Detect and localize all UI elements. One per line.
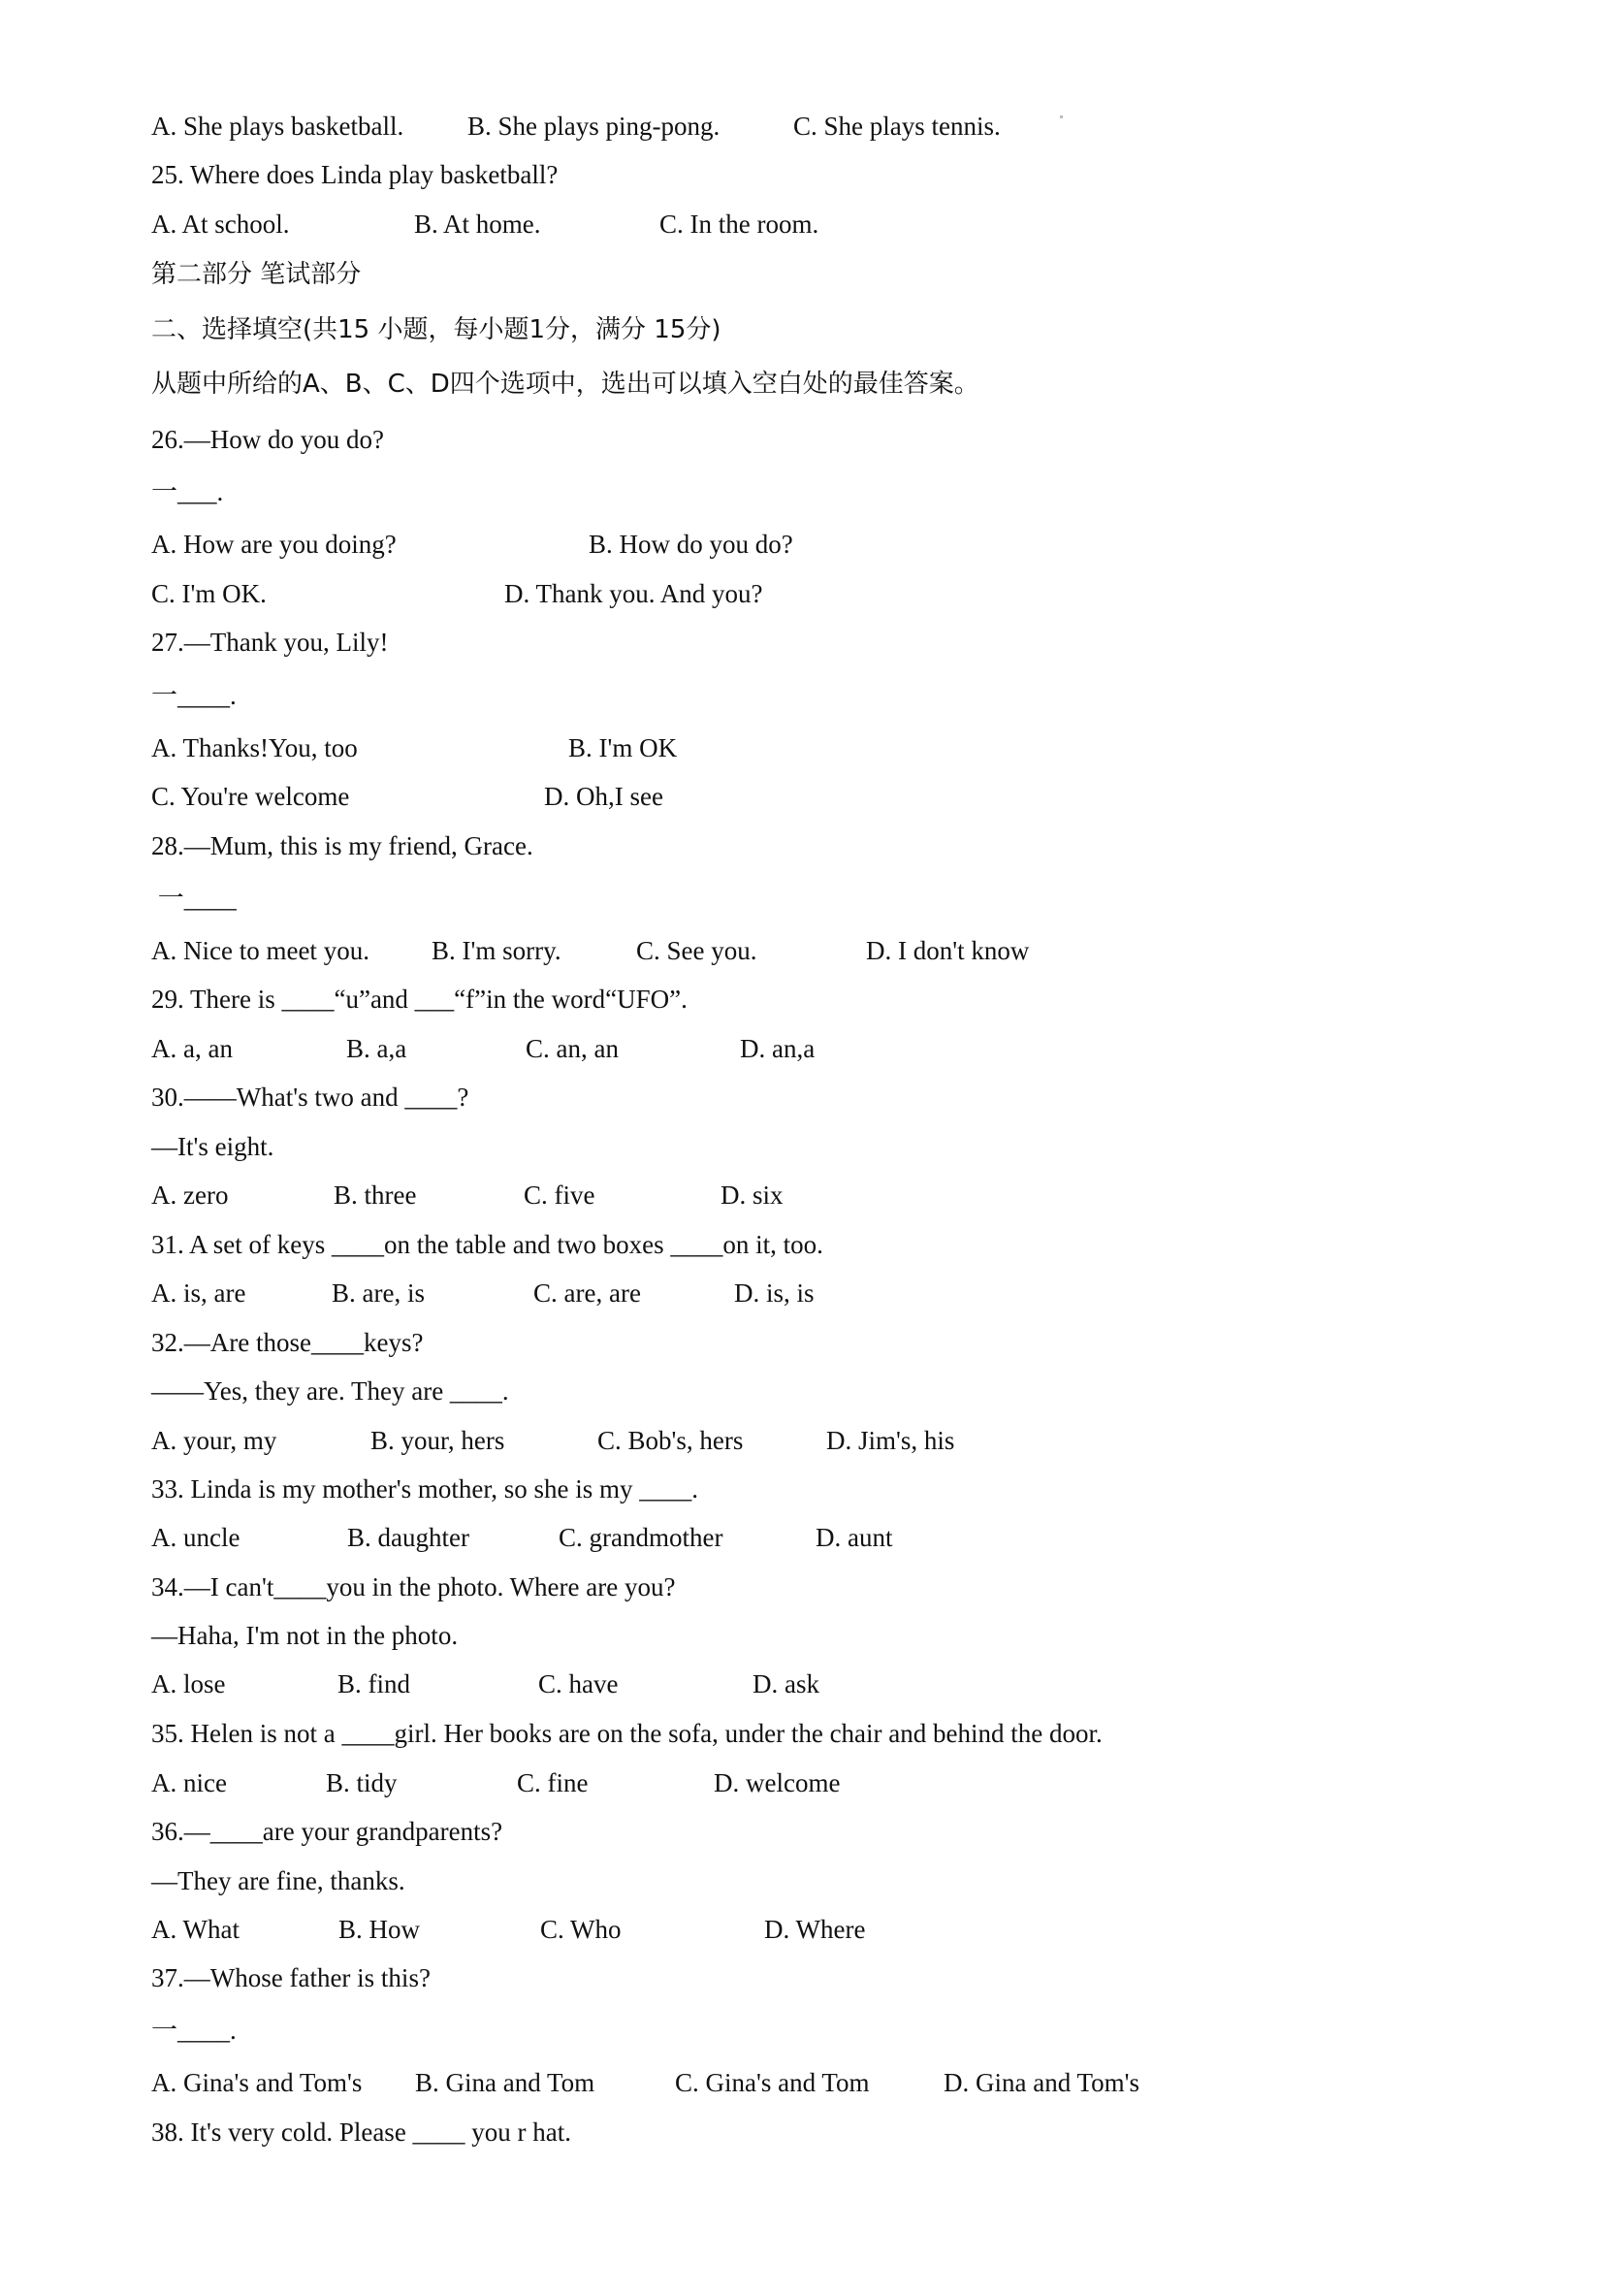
section2-title: 二、选择填空(共15 小题，每小题1分，满分 15分) <box>151 315 721 344</box>
option-b: B. daughter <box>347 1523 469 1552</box>
option-c: C. fine <box>517 1768 589 1797</box>
q25-stem: 25. Where does Linda play basketball? <box>151 160 559 189</box>
part2-title: 第二部分 笔试部分 <box>151 260 362 289</box>
section2-instruction: 从题中所给的A、B、C、D四个选项中，选出可以填入空白处的最佳答案。 <box>151 370 979 399</box>
option-c: C. Who <box>540 1915 622 1944</box>
q37-reply: 一____. <box>151 2016 237 2045</box>
option-a: A. is, are <box>151 1278 246 1308</box>
q27-options-row2 <box>151 777 663 816</box>
q34-reply: —Haha, I'm not in the photo. <box>151 1621 459 1650</box>
option-b: B. How <box>338 1915 421 1944</box>
option-d: D. is, is <box>734 1278 815 1308</box>
option-b: B. three <box>334 1180 417 1210</box>
option-a: A. a, an <box>151 1034 233 1063</box>
option-a: A. Gina's and Tom's <box>151 2068 363 2097</box>
option-c: C. Bob's, hers <box>597 1426 744 1455</box>
q26-options-row2 <box>151 574 763 613</box>
option-c: C. an, an <box>526 1034 619 1063</box>
option-c: C. are, are <box>533 1278 641 1308</box>
option-b: B. are, is <box>332 1278 425 1308</box>
option-b: B. I'm sorry. <box>432 936 561 965</box>
q34-options <box>151 1665 819 1703</box>
option-a: A. What <box>151 1915 240 1944</box>
option-d: D. aunt <box>816 1523 893 1552</box>
option-a: A. uncle <box>151 1523 240 1552</box>
q36-options <box>151 1910 866 1949</box>
option-c: C. She plays tennis. <box>793 112 1001 141</box>
option-d: D. six <box>721 1180 784 1210</box>
q36-stem: 36.—____are your grandparents? <box>151 1817 503 1846</box>
option-a: A. Thanks!You, too <box>151 733 358 762</box>
q32-reply: ——Yes, they are. They are ____. <box>151 1376 509 1406</box>
q31-stem: 31. A set of keys ____on the table and two boxes ____on it, too. <box>151 1230 823 1259</box>
q38-stem: 38. It's very cold. Please ____ you r hat. <box>151 2118 572 2147</box>
q30-stem: 30.——What's two and ____? <box>151 1083 469 1112</box>
q28-options <box>151 931 1030 970</box>
q29-stem: 29. There is ____“u”and ___“f”in the word“UFO”. <box>151 985 688 1014</box>
option-c: C. See you. <box>636 936 757 965</box>
q27-stem: 27.—Thank you, Lily! <box>151 628 389 657</box>
q25-options <box>151 205 819 243</box>
option-b: B. find <box>337 1669 411 1698</box>
option-d: D. Where <box>764 1915 866 1944</box>
option-c: C. You're welcome <box>151 782 350 811</box>
option-b: B. Gina and Tom <box>415 2068 595 2097</box>
option-c: C. grandmother <box>559 1523 723 1552</box>
q33-stem: 33. Linda is my mother's mother, so she is my ____. <box>151 1474 698 1504</box>
option-d: D. an,a <box>740 1034 816 1063</box>
option-b: B. a,a <box>346 1034 407 1063</box>
option-b: B. your, hers <box>370 1426 505 1455</box>
option-d: D. Thank you. And you? <box>504 579 763 608</box>
q31-options <box>151 1274 815 1312</box>
option-b: B. She plays ping-pong. <box>467 112 721 141</box>
q26-stem: 26.—How do you do? <box>151 425 384 454</box>
q26-options-row1 <box>151 525 793 564</box>
q24-options <box>151 107 1001 146</box>
q27-reply: 一____. <box>151 681 237 710</box>
option-a: A. How are you doing? <box>151 530 397 559</box>
option-d: D. Jim's, his <box>826 1426 955 1455</box>
option-b: B. tidy <box>326 1768 398 1797</box>
option-b: B. At home. <box>414 210 541 239</box>
q26-reply: 一___. <box>151 477 224 506</box>
option-b: B. I'm OK <box>568 733 678 762</box>
q35-stem: 35. Helen is not a ____girl. Her books are on the sofa, under the chair and behind the door. <box>151 1719 1103 1748</box>
option-a: A. your, my <box>151 1426 277 1455</box>
q28-stem: 28.—Mum, this is my friend, Grace. <box>151 831 533 860</box>
q28-reply: 一____ <box>151 884 237 913</box>
option-d: D. ask <box>753 1669 819 1698</box>
q35-options <box>151 1763 841 1802</box>
option-c: C. Gina's and Tom <box>675 2068 870 2097</box>
option-a: A. Nice to meet you. <box>151 936 369 965</box>
q34-stem: 34.—I can't____you in the photo. Where are you? <box>151 1572 676 1601</box>
scan-speck <box>1060 115 1063 118</box>
option-c: C. I'm OK. <box>151 579 267 608</box>
option-d: D. Gina and Tom's <box>944 2068 1139 2097</box>
option-a: A. zero <box>151 1180 229 1210</box>
q27-options-row1 <box>151 728 678 767</box>
option-d: D. welcome <box>714 1768 841 1797</box>
option-c: C. have <box>538 1669 619 1698</box>
q37-stem: 37.—Whose father is this? <box>151 1963 431 1992</box>
q29-options <box>151 1029 816 1068</box>
q30-options <box>151 1176 784 1214</box>
option-d: D. Oh,I see <box>544 782 663 811</box>
q32-options <box>151 1421 955 1460</box>
q36-reply: —They are fine, thanks. <box>151 1866 405 1895</box>
option-b: B. How do you do? <box>589 530 793 559</box>
option-a: A. nice <box>151 1768 227 1797</box>
option-a: A. lose <box>151 1669 226 1698</box>
q33-options <box>151 1518 893 1557</box>
q37-options <box>151 2063 1139 2102</box>
q30-reply: —It's eight. <box>151 1132 274 1161</box>
q32-stem: 32.—Are those____keys? <box>151 1328 424 1357</box>
option-d: D. I don't know <box>866 936 1030 965</box>
option-a: A. She plays basketball. <box>151 112 404 141</box>
option-c: C. In the room. <box>659 210 819 239</box>
option-a: A. At school. <box>151 210 290 239</box>
option-c: C. five <box>524 1180 595 1210</box>
